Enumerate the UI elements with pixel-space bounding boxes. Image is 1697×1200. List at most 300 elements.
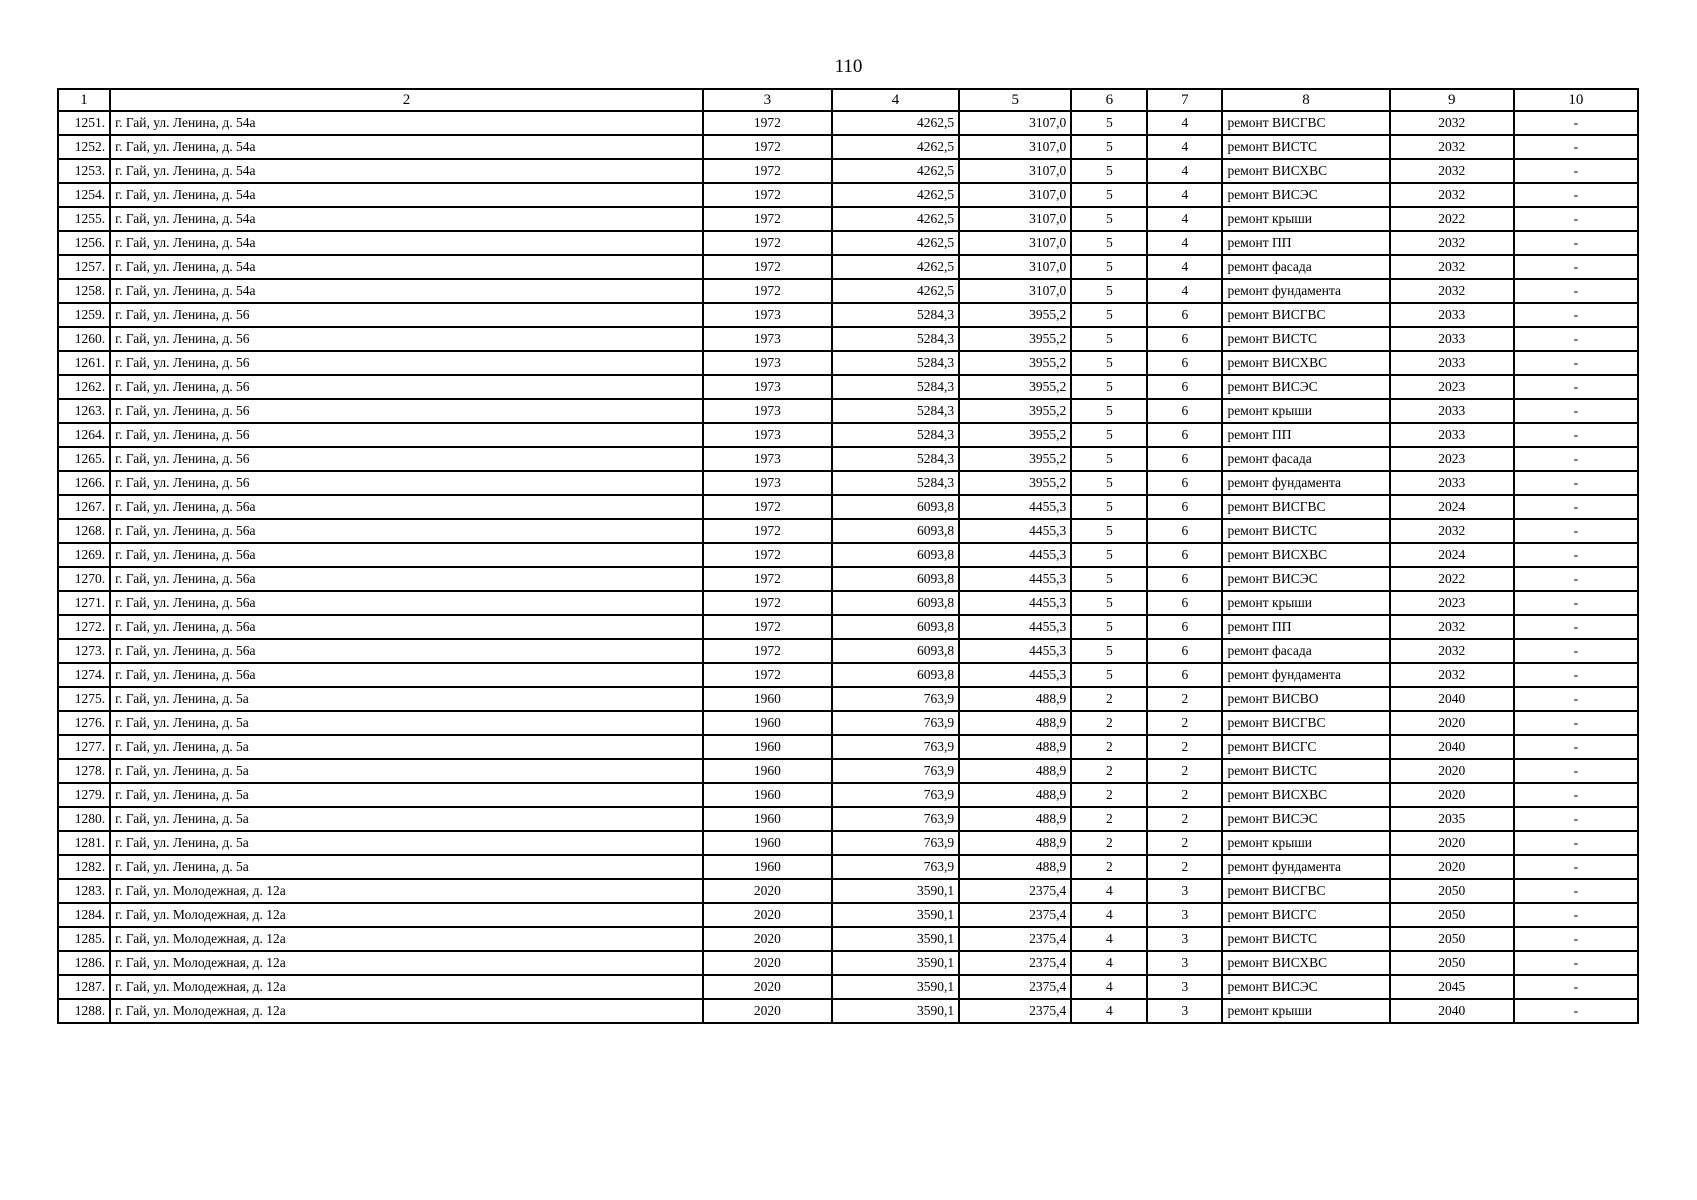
address-cell: г. Гай, ул. Ленина, д. 54а — [110, 279, 703, 303]
work-type-cell: ремонт фасада — [1222, 255, 1389, 279]
total-area-cell: 5284,3 — [832, 423, 959, 447]
planned-year-cell: 2033 — [1390, 423, 1514, 447]
table-row — [58, 279, 1638, 303]
work-type-cell: ремонт ВИСГВС — [1222, 879, 1389, 903]
total-area-cell: 4262,5 — [832, 207, 959, 231]
work-type-cell: ремонт ВИСЭС — [1222, 807, 1389, 831]
planned-year-cell: 2032 — [1390, 615, 1514, 639]
entrances-cell: 6 — [1147, 543, 1222, 567]
table-row — [58, 807, 1638, 831]
entrances-cell: 4 — [1147, 135, 1222, 159]
row-number-cell: 1275. — [58, 687, 110, 711]
entrances-cell: 6 — [1147, 327, 1222, 351]
work-type-cell: ремонт фасада — [1222, 639, 1389, 663]
note-cell: - — [1514, 999, 1638, 1023]
table-row — [58, 327, 1638, 351]
address-cell: г. Гай, ул. Ленина, д. 56а — [110, 495, 703, 519]
entrances-cell: 6 — [1147, 663, 1222, 687]
year-cell: 1960 — [703, 783, 832, 807]
work-type-cell: ремонт ВИСГС — [1222, 735, 1389, 759]
row-number-cell: 1288. — [58, 999, 110, 1023]
table-row — [58, 711, 1638, 735]
row-number-cell: 1285. — [58, 927, 110, 951]
total-area-cell: 3590,1 — [832, 927, 959, 951]
living-area-cell: 3955,2 — [959, 303, 1071, 327]
work-type-cell: ремонт ВИСТС — [1222, 759, 1389, 783]
floors-cell: 5 — [1071, 639, 1147, 663]
note-cell: - — [1514, 735, 1638, 759]
work-type-cell: ремонт фундамента — [1222, 471, 1389, 495]
total-area-cell: 3590,1 — [832, 975, 959, 999]
work-type-cell: ремонт ВИСГВС — [1222, 111, 1389, 135]
year-cell: 2020 — [703, 975, 832, 999]
total-area-cell: 4262,5 — [832, 159, 959, 183]
note-cell: - — [1514, 687, 1638, 711]
year-cell: 1972 — [703, 519, 832, 543]
floors-cell: 4 — [1071, 975, 1147, 999]
table-row — [58, 879, 1638, 903]
floors-cell: 2 — [1071, 735, 1147, 759]
row-number-cell: 1269. — [58, 543, 110, 567]
planned-year-cell: 2023 — [1390, 375, 1514, 399]
work-type-cell: ремонт крыши — [1222, 999, 1389, 1023]
address-cell: г. Гай, ул. Ленина, д. 5а — [110, 687, 703, 711]
work-type-cell: ремонт ВИСЭС — [1222, 567, 1389, 591]
floors-cell: 5 — [1071, 663, 1147, 687]
floors-cell: 5 — [1071, 519, 1147, 543]
row-number-cell: 1261. — [58, 351, 110, 375]
total-area-cell: 3590,1 — [832, 903, 959, 927]
address-cell: г. Гай, ул. Ленина, д. 56 — [110, 303, 703, 327]
address-cell: г. Гай, ул. Ленина, д. 54а — [110, 159, 703, 183]
row-number-cell: 1276. — [58, 711, 110, 735]
year-cell: 1973 — [703, 447, 832, 471]
work-type-cell: ремонт ВИСГВС — [1222, 303, 1389, 327]
living-area-cell: 3107,0 — [959, 207, 1071, 231]
note-cell: - — [1514, 447, 1638, 471]
note-cell: - — [1514, 375, 1638, 399]
entrances-cell: 4 — [1147, 159, 1222, 183]
row-number-cell: 1283. — [58, 879, 110, 903]
work-type-cell: ремонт ВИСЭС — [1222, 183, 1389, 207]
year-cell: 1972 — [703, 615, 832, 639]
table-row — [58, 159, 1638, 183]
planned-year-cell: 2033 — [1390, 471, 1514, 495]
total-area-cell: 5284,3 — [832, 351, 959, 375]
row-number-cell: 1284. — [58, 903, 110, 927]
note-cell: - — [1514, 423, 1638, 447]
entrances-cell: 6 — [1147, 423, 1222, 447]
floors-cell: 5 — [1071, 111, 1147, 135]
entrances-cell: 6 — [1147, 375, 1222, 399]
planned-year-cell: 2020 — [1390, 711, 1514, 735]
table-row — [58, 255, 1638, 279]
entrances-cell: 6 — [1147, 303, 1222, 327]
column-header: 3 — [703, 89, 832, 111]
table-row — [58, 663, 1638, 687]
address-cell: г. Гай, ул. Ленина, д. 5а — [110, 855, 703, 879]
total-area-cell: 6093,8 — [832, 519, 959, 543]
entrances-cell: 3 — [1147, 975, 1222, 999]
note-cell: - — [1514, 879, 1638, 903]
column-header: 9 — [1390, 89, 1514, 111]
note-cell: - — [1514, 903, 1638, 927]
address-cell: г. Гай, ул. Ленина, д. 56а — [110, 567, 703, 591]
floors-cell: 5 — [1071, 231, 1147, 255]
year-cell: 2020 — [703, 999, 832, 1023]
living-area-cell: 4455,3 — [959, 591, 1071, 615]
entrances-cell: 2 — [1147, 687, 1222, 711]
total-area-cell: 4262,5 — [832, 111, 959, 135]
row-number-cell: 1281. — [58, 831, 110, 855]
living-area-cell: 3955,2 — [959, 375, 1071, 399]
address-cell: г. Гай, ул. Ленина, д. 56а — [110, 591, 703, 615]
table-row — [58, 471, 1638, 495]
year-cell: 1972 — [703, 183, 832, 207]
total-area-cell: 3590,1 — [832, 879, 959, 903]
work-type-cell: ремонт крыши — [1222, 207, 1389, 231]
year-cell: 1972 — [703, 567, 832, 591]
row-number-cell: 1270. — [58, 567, 110, 591]
table-row — [58, 927, 1638, 951]
address-cell: г. Гай, ул. Ленина, д. 5а — [110, 807, 703, 831]
work-type-cell: ремонт ВИСХВС — [1222, 783, 1389, 807]
entrances-cell: 6 — [1147, 399, 1222, 423]
note-cell: - — [1514, 135, 1638, 159]
planned-year-cell: 2032 — [1390, 183, 1514, 207]
planned-year-cell: 2033 — [1390, 399, 1514, 423]
floors-cell: 4 — [1071, 951, 1147, 975]
address-cell: г. Гай, ул. Ленина, д. 56 — [110, 327, 703, 351]
work-type-cell: ремонт фасада — [1222, 447, 1389, 471]
total-area-cell: 5284,3 — [832, 327, 959, 351]
total-area-cell: 6093,8 — [832, 615, 959, 639]
year-cell: 1972 — [703, 591, 832, 615]
note-cell: - — [1514, 639, 1638, 663]
table-row — [58, 591, 1638, 615]
planned-year-cell: 2050 — [1390, 903, 1514, 927]
floors-cell: 4 — [1071, 927, 1147, 951]
row-number-cell: 1271. — [58, 591, 110, 615]
note-cell: - — [1514, 951, 1638, 975]
row-number-cell: 1264. — [58, 423, 110, 447]
floors-cell: 5 — [1071, 351, 1147, 375]
work-type-cell: ремонт ВИСЭС — [1222, 375, 1389, 399]
year-cell: 1972 — [703, 663, 832, 687]
floors-cell: 2 — [1071, 807, 1147, 831]
floors-cell: 5 — [1071, 495, 1147, 519]
living-area-cell: 488,9 — [959, 687, 1071, 711]
column-header: 4 — [832, 89, 959, 111]
entrances-cell: 6 — [1147, 447, 1222, 471]
planned-year-cell: 2045 — [1390, 975, 1514, 999]
column-header: 5 — [959, 89, 1071, 111]
row-number-cell: 1265. — [58, 447, 110, 471]
address-cell: г. Гай, ул. Молодежная, д. 12а — [110, 999, 703, 1023]
table-row — [58, 543, 1638, 567]
floors-cell: 5 — [1071, 423, 1147, 447]
column-header: 8 — [1222, 89, 1389, 111]
note-cell: - — [1514, 231, 1638, 255]
entrances-cell: 3 — [1147, 951, 1222, 975]
note-cell: - — [1514, 471, 1638, 495]
entrances-cell: 2 — [1147, 783, 1222, 807]
year-cell: 1973 — [703, 399, 832, 423]
total-area-cell: 5284,3 — [832, 447, 959, 471]
note-cell: - — [1514, 279, 1638, 303]
year-cell: 1972 — [703, 159, 832, 183]
floors-cell: 5 — [1071, 447, 1147, 471]
table-row — [58, 735, 1638, 759]
row-number-cell: 1251. — [58, 111, 110, 135]
table-row — [58, 951, 1638, 975]
work-type-cell: ремонт ВИСХВС — [1222, 159, 1389, 183]
entrances-cell: 4 — [1147, 207, 1222, 231]
planned-year-cell: 2023 — [1390, 447, 1514, 471]
table-row — [58, 687, 1638, 711]
address-cell: г. Гай, ул. Ленина, д. 54а — [110, 207, 703, 231]
planned-year-cell: 2032 — [1390, 231, 1514, 255]
work-type-cell: ремонт фундамента — [1222, 855, 1389, 879]
planned-year-cell: 2050 — [1390, 879, 1514, 903]
row-number-cell: 1262. — [58, 375, 110, 399]
row-number-cell: 1258. — [58, 279, 110, 303]
work-type-cell: ремонт ВИСТС — [1222, 519, 1389, 543]
planned-year-cell: 2032 — [1390, 639, 1514, 663]
entrances-cell: 6 — [1147, 495, 1222, 519]
address-cell: г. Гай, ул. Ленина, д. 56 — [110, 399, 703, 423]
total-area-cell: 4262,5 — [832, 279, 959, 303]
floors-cell: 2 — [1071, 831, 1147, 855]
floors-cell: 5 — [1071, 591, 1147, 615]
column-header: 6 — [1071, 89, 1147, 111]
living-area-cell: 488,9 — [959, 855, 1071, 879]
living-area-cell: 3955,2 — [959, 423, 1071, 447]
note-cell: - — [1514, 183, 1638, 207]
year-cell: 1972 — [703, 231, 832, 255]
planned-year-cell: 2050 — [1390, 951, 1514, 975]
year-cell: 1972 — [703, 255, 832, 279]
note-cell: - — [1514, 351, 1638, 375]
entrances-cell: 3 — [1147, 999, 1222, 1023]
table-row — [58, 351, 1638, 375]
address-cell: г. Гай, ул. Молодежная, д. 12а — [110, 927, 703, 951]
total-area-cell: 763,9 — [832, 855, 959, 879]
work-type-cell: ремонт ВИСГС — [1222, 903, 1389, 927]
address-cell: г. Гай, ул. Молодежная, д. 12а — [110, 975, 703, 999]
total-area-cell: 4262,5 — [832, 255, 959, 279]
table-row — [58, 615, 1638, 639]
floors-cell: 5 — [1071, 207, 1147, 231]
floors-cell: 5 — [1071, 543, 1147, 567]
living-area-cell: 3107,0 — [959, 135, 1071, 159]
living-area-cell: 4455,3 — [959, 663, 1071, 687]
total-area-cell: 6093,8 — [832, 495, 959, 519]
row-number-cell: 1259. — [58, 303, 110, 327]
floors-cell: 5 — [1071, 279, 1147, 303]
total-area-cell: 763,9 — [832, 759, 959, 783]
year-cell: 1973 — [703, 423, 832, 447]
planned-year-cell: 2022 — [1390, 207, 1514, 231]
entrances-cell: 4 — [1147, 279, 1222, 303]
floors-cell: 5 — [1071, 255, 1147, 279]
table-row — [58, 399, 1638, 423]
living-area-cell: 2375,4 — [959, 879, 1071, 903]
work-type-cell: ремонт ПП — [1222, 231, 1389, 255]
note-cell: - — [1514, 615, 1638, 639]
row-number-cell: 1268. — [58, 519, 110, 543]
floors-cell: 5 — [1071, 183, 1147, 207]
planned-year-cell: 2050 — [1390, 927, 1514, 951]
note-cell: - — [1514, 975, 1638, 999]
living-area-cell: 3955,2 — [959, 399, 1071, 423]
row-number-cell: 1279. — [58, 783, 110, 807]
table-row — [58, 759, 1638, 783]
year-cell: 1972 — [703, 207, 832, 231]
planned-year-cell: 2032 — [1390, 279, 1514, 303]
work-type-cell: ремонт ВИСГВС — [1222, 495, 1389, 519]
address-cell: г. Гай, ул. Ленина, д. 56а — [110, 639, 703, 663]
work-type-cell: ремонт ПП — [1222, 423, 1389, 447]
note-cell: - — [1514, 807, 1638, 831]
total-area-cell: 5284,3 — [832, 471, 959, 495]
note-cell: - — [1514, 831, 1638, 855]
planned-year-cell: 2032 — [1390, 111, 1514, 135]
table-row — [58, 639, 1638, 663]
note-cell: - — [1514, 591, 1638, 615]
total-area-cell: 6093,8 — [832, 639, 959, 663]
planned-year-cell: 2032 — [1390, 519, 1514, 543]
entrances-cell: 6 — [1147, 471, 1222, 495]
work-type-cell: ремонт ВИСЭС — [1222, 975, 1389, 999]
total-area-cell: 6093,8 — [832, 591, 959, 615]
row-number-cell: 1267. — [58, 495, 110, 519]
living-area-cell: 2375,4 — [959, 927, 1071, 951]
total-area-cell: 763,9 — [832, 783, 959, 807]
living-area-cell: 4455,3 — [959, 495, 1071, 519]
entrances-cell: 6 — [1147, 351, 1222, 375]
living-area-cell: 3107,0 — [959, 111, 1071, 135]
living-area-cell: 2375,4 — [959, 951, 1071, 975]
row-number-cell: 1277. — [58, 735, 110, 759]
row-number-cell: 1282. — [58, 855, 110, 879]
planned-year-cell: 2020 — [1390, 831, 1514, 855]
living-area-cell: 4455,3 — [959, 639, 1071, 663]
year-cell: 1973 — [703, 303, 832, 327]
note-cell: - — [1514, 111, 1638, 135]
table-row — [58, 447, 1638, 471]
floors-cell: 2 — [1071, 711, 1147, 735]
living-area-cell: 3955,2 — [959, 447, 1071, 471]
year-cell: 1972 — [703, 639, 832, 663]
address-cell: г. Гай, ул. Молодежная, д. 12а — [110, 951, 703, 975]
work-type-cell: ремонт ВИСТС — [1222, 135, 1389, 159]
work-type-cell: ремонт крыши — [1222, 591, 1389, 615]
floors-cell: 5 — [1071, 615, 1147, 639]
year-cell: 2020 — [703, 951, 832, 975]
living-area-cell: 488,9 — [959, 711, 1071, 735]
row-number-cell: 1256. — [58, 231, 110, 255]
table-row — [58, 111, 1638, 135]
living-area-cell: 4455,3 — [959, 615, 1071, 639]
year-cell: 1973 — [703, 375, 832, 399]
note-cell: - — [1514, 783, 1638, 807]
year-cell: 2020 — [703, 927, 832, 951]
note-cell: - — [1514, 327, 1638, 351]
year-cell: 1960 — [703, 711, 832, 735]
total-area-cell: 5284,3 — [832, 303, 959, 327]
total-area-cell: 5284,3 — [832, 375, 959, 399]
planned-year-cell: 2033 — [1390, 351, 1514, 375]
table-row — [58, 999, 1638, 1023]
table-row — [58, 567, 1638, 591]
note-cell: - — [1514, 399, 1638, 423]
year-cell: 1973 — [703, 351, 832, 375]
work-type-cell: ремонт ВИСТС — [1222, 327, 1389, 351]
living-area-cell: 3955,2 — [959, 327, 1071, 351]
floors-cell: 5 — [1071, 159, 1147, 183]
planned-year-cell: 2040 — [1390, 999, 1514, 1023]
total-area-cell: 763,9 — [832, 687, 959, 711]
entrances-cell: 2 — [1147, 759, 1222, 783]
work-type-cell: ремонт фундамента — [1222, 279, 1389, 303]
planned-year-cell: 2020 — [1390, 783, 1514, 807]
work-type-cell: ремонт ВИСТС — [1222, 927, 1389, 951]
living-area-cell: 4455,3 — [959, 567, 1071, 591]
year-cell: 1960 — [703, 807, 832, 831]
row-number-cell: 1252. — [58, 135, 110, 159]
floors-cell: 5 — [1071, 567, 1147, 591]
note-cell: - — [1514, 495, 1638, 519]
row-number-cell: 1272. — [58, 615, 110, 639]
floors-cell: 2 — [1071, 687, 1147, 711]
note-cell: - — [1514, 543, 1638, 567]
floors-cell: 4 — [1071, 879, 1147, 903]
living-area-cell: 3107,0 — [959, 183, 1071, 207]
entrances-cell: 4 — [1147, 255, 1222, 279]
entrances-cell: 4 — [1147, 183, 1222, 207]
column-header: 1 — [58, 89, 110, 111]
living-area-cell: 3107,0 — [959, 255, 1071, 279]
entrances-cell: 6 — [1147, 615, 1222, 639]
planned-year-cell: 2032 — [1390, 255, 1514, 279]
row-number-cell: 1260. — [58, 327, 110, 351]
living-area-cell: 4455,3 — [959, 543, 1071, 567]
address-cell: г. Гай, ул. Ленина, д. 5а — [110, 759, 703, 783]
planned-year-cell: 2033 — [1390, 303, 1514, 327]
table-row — [58, 231, 1638, 255]
address-cell: г. Гай, ул. Ленина, д. 54а — [110, 183, 703, 207]
note-cell: - — [1514, 519, 1638, 543]
work-type-cell: ремонт крыши — [1222, 399, 1389, 423]
year-cell: 1960 — [703, 759, 832, 783]
address-cell: г. Гай, ул. Ленина, д. 54а — [110, 135, 703, 159]
entrances-cell: 2 — [1147, 711, 1222, 735]
note-cell: - — [1514, 711, 1638, 735]
table-row — [58, 207, 1638, 231]
column-header: 2 — [110, 89, 703, 111]
living-area-cell: 488,9 — [959, 735, 1071, 759]
planned-year-cell: 2040 — [1390, 687, 1514, 711]
floors-cell: 5 — [1071, 327, 1147, 351]
table-row — [58, 975, 1638, 999]
total-area-cell: 3590,1 — [832, 951, 959, 975]
year-cell: 1973 — [703, 471, 832, 495]
entrances-cell: 6 — [1147, 639, 1222, 663]
year-cell: 1972 — [703, 279, 832, 303]
total-area-cell: 4262,5 — [832, 135, 959, 159]
floors-cell: 5 — [1071, 375, 1147, 399]
